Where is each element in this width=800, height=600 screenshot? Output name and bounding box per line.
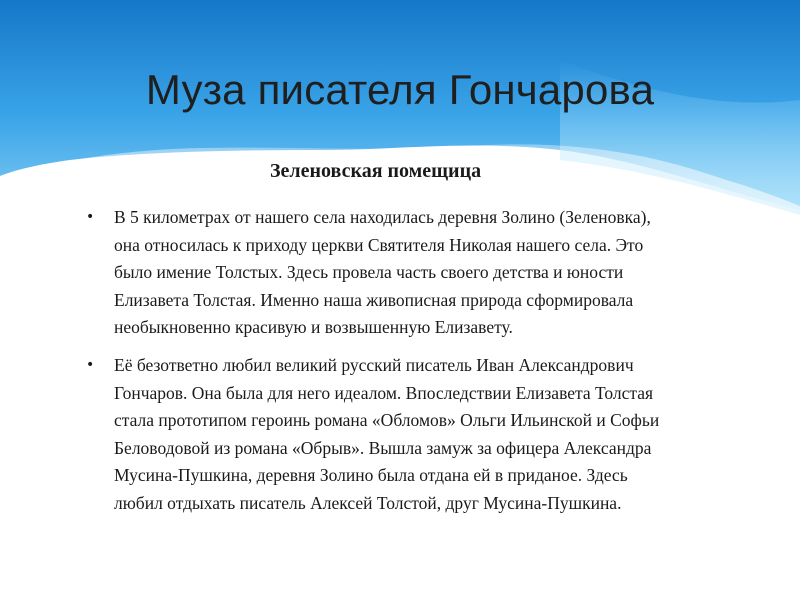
bullet-item	[84, 352, 774, 518]
bullet-line: Гончаров. Она была для него идеалом. Впоследствии Елизавета Толстая	[114, 382, 654, 403]
slide-subtitle: Зеленовская помещица	[270, 160, 482, 182]
bullet-line: Беловодовой из романа «Обрыв». Вышла замуж за офицера Александра	[114, 437, 652, 458]
bullet-marker: •	[86, 356, 95, 373]
bullet-list	[84, 204, 774, 518]
bullet-line: она относилась к приходу церкви Святителя Николая нашего села. Это	[114, 234, 644, 255]
bullet-line: Её безответно любил великий русский писатель Иван Александрович	[114, 354, 634, 375]
bullet-line: любил отдыхать писатель Алексей Толстой, друг Мусина-Пушкина.	[114, 492, 622, 513]
bullet-line: Мусина-Пушкина, деревня Золино была отдана ей в приданое. Здесь	[114, 465, 628, 486]
bullet-marker: •	[86, 209, 95, 225]
bullet-item	[84, 204, 774, 342]
bullet-line: стала прототипом героинь романа «Обломов» Ольги Ильинской и Софьи	[114, 410, 660, 431]
bullet-line: было имение Толстых. Здесь провела часть своего детства и юности	[114, 262, 624, 283]
bullet-line: Елизавета Толстая. Именно наша живописная природа сформировала	[114, 289, 634, 310]
slide-title: Муза писателя Гончарова	[145, 66, 655, 113]
bullet-line: необыкновенно красивую и возвышенную Елизавету.	[114, 317, 513, 338]
bullet-line: В 5 километрах от нашего села находилась деревня Золино (Зеленовка),	[114, 207, 651, 227]
